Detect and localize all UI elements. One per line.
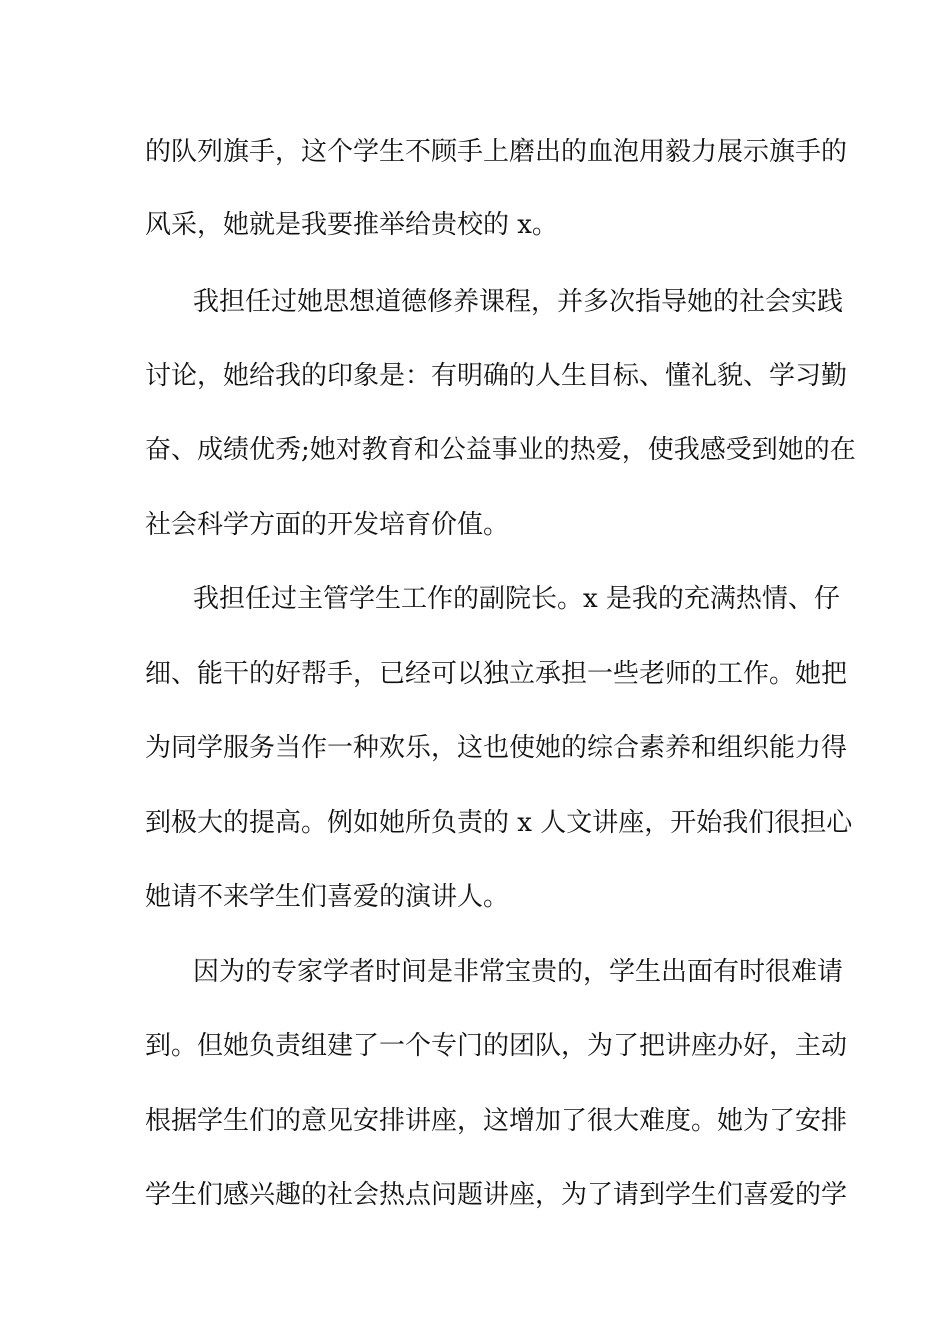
text-line: 奋、成绩优秀;她对教育和公益事业的热爱，使我感受到她的在 <box>145 435 856 465</box>
paragraph-start-line: 因为的专家学者时间是非常宝贵的，学生出面有时很难请 <box>193 957 844 987</box>
text-line: 社会科学方面的开发培育价值。 <box>145 510 510 540</box>
text-line: 她请不来学生们喜爱的演讲人。 <box>145 882 510 912</box>
text-line: 风采，她就是我要推举给贵校的 x。 <box>145 210 558 240</box>
paragraph-start-line: 我担任过主管学生工作的副院长。x 是我的充满热情、仔 <box>193 584 840 614</box>
text-line: 到。但她负责组建了一个专门的团队，为了把讲座办好，主动 <box>145 1031 848 1061</box>
text-line: 到极大的提高。例如她所负责的 x 人文讲座，开始我们很担心 <box>145 808 853 838</box>
paragraph-start-line: 我担任过她思想道德修养课程，并多次指导她的社会实践 <box>193 287 844 317</box>
text-line: 的队列旗手，这个学生不顾手上磨出的血泡用毅力展示旗手的 <box>145 137 848 167</box>
text-line: 学生们感兴趣的社会热点问题讲座，为了请到学生们喜爱的学 <box>145 1180 848 1210</box>
text-line: 为同学服务当作一种欢乐，这也使她的综合素养和组织能力得 <box>145 733 848 763</box>
text-line: 讨论，她给我的印象是：有明确的人生目标、懂礼貌、学习勤 <box>145 361 848 391</box>
text-line: 细、能干的好帮手，已经可以独立承担一些老师的工作。她把 <box>145 659 848 689</box>
text-line: 根据学生们的意见安排讲座，这增加了很大难度。她为了安排 <box>145 1106 848 1136</box>
